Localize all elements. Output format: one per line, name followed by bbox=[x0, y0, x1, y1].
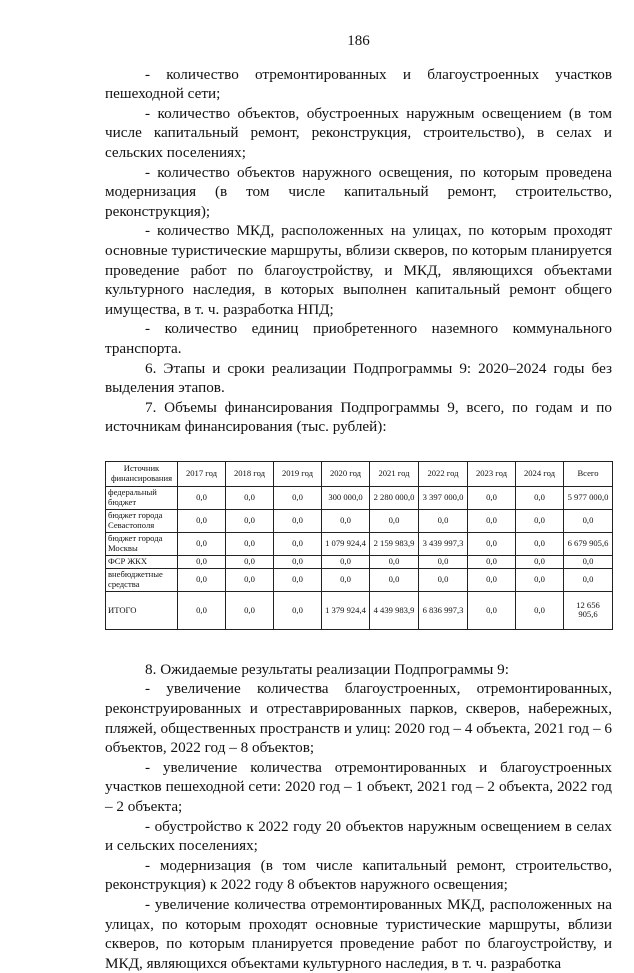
table-cell-source: внебюджетные средства bbox=[106, 568, 178, 591]
table-cell-value: 0,0 bbox=[226, 555, 274, 568]
result-parks: - увеличение количества благоустроенных, отремонтированных, реконструированных и отреставрированных парков, скверов, набережных, пляжей, общественных пространств и улиц: 2020 год – 4 объекта, 2021 год – 6 объектов, 2022 год – 8 объектов; bbox=[105, 680, 612, 757]
table-cell-value: 0,0 bbox=[468, 555, 516, 568]
table-cell-value: 0,0 bbox=[274, 509, 322, 532]
table-cell-value: 0,0 bbox=[322, 568, 370, 591]
table-cell-value: 0,0 bbox=[516, 555, 564, 568]
table-cell-source: бюджет города Севастополя bbox=[106, 509, 178, 532]
page-number: 186 bbox=[347, 33, 370, 49]
table-cell-value: 2 280 000,0 bbox=[370, 486, 419, 509]
table-row bbox=[106, 486, 613, 509]
header-2021: 2021 год bbox=[370, 461, 419, 486]
table-cell-value: 0,0 bbox=[178, 486, 226, 509]
table-row bbox=[106, 591, 613, 629]
header-total: Всего bbox=[564, 461, 613, 486]
table-cell-value: 0,0 bbox=[226, 591, 274, 629]
table-cell-value: 0,0 bbox=[370, 555, 419, 568]
funding-table bbox=[105, 461, 613, 630]
table-cell-value: 0,0 bbox=[564, 555, 613, 568]
table-cell-value: 0,0 bbox=[516, 509, 564, 532]
table-cell-value: 6 679 905,6 bbox=[564, 532, 613, 555]
table-cell-value: 5 977 000,0 bbox=[564, 486, 613, 509]
table-cell-value: 12 656 905,6 bbox=[564, 591, 613, 629]
table-cell-source: федеральный бюджет bbox=[106, 486, 178, 509]
header-2020: 2020 год bbox=[322, 461, 370, 486]
table-cell-value: 0,0 bbox=[274, 555, 322, 568]
table-row bbox=[106, 509, 613, 532]
table-header-row bbox=[106, 461, 613, 486]
table-cell-source: ФСР ЖКХ bbox=[106, 555, 178, 568]
header-2019: 2019 год bbox=[274, 461, 322, 486]
table-cell-value: 0,0 bbox=[516, 532, 564, 555]
table-cell-value: 0,0 bbox=[178, 509, 226, 532]
table-cell-source: бюджет города Москвы bbox=[106, 532, 178, 555]
list-item-lighting-objects: - количество объектов, обустроенных наружным освещением (в том числе капитальный ремонт, реконструкция, строительство), в селах и сельских поселениях; bbox=[105, 104, 612, 161]
table-cell-value: 0,0 bbox=[322, 555, 370, 568]
table-cell-value: 0,0 bbox=[370, 568, 419, 591]
header-2023: 2023 год bbox=[468, 461, 516, 486]
table-cell-value: 3 439 997,3 bbox=[419, 532, 468, 555]
table-cell-value: 0,0 bbox=[516, 486, 564, 509]
table-cell-value: 0,0 bbox=[468, 568, 516, 591]
list-item-mkd-count: - количество МКД, расположенных на улицах, по которым проходят основные туристические маршруты, вблизи скверов, по которым планируется проведение работ по благоустройству, и МКД, являющихся объектами культурного наследия, в которых выполнен капитальный ремонт общего имущества, в т. ч. разработка НПД; bbox=[105, 222, 612, 318]
table-cell-value: 0,0 bbox=[468, 532, 516, 555]
table-cell-value: 0,0 bbox=[226, 568, 274, 591]
list-item-pedestrian-sections: - количество отремонтированных и благоустроенных участков пешеходной сети; bbox=[105, 65, 612, 103]
list-item-transport-units: - количество единиц приобретенного наземного коммунального транспорта. bbox=[105, 320, 612, 357]
result-mkd: - увеличение количества отремонтированных МКД, расположенных на улицах, по которым проходят основные туристические маршруты, вблизи скверов, по которым планируется проведение работ по благоустройству, и МКД, являющихся объектами культурного наследия, в т. ч. разработка bbox=[105, 896, 612, 972]
table-cell-value: 0,0 bbox=[226, 532, 274, 555]
table-cell-value: 0,0 bbox=[274, 591, 322, 629]
table-cell-value: 0,0 bbox=[468, 591, 516, 629]
header-2024: 2024 год bbox=[516, 461, 564, 486]
table-cell-value: 0,0 bbox=[419, 509, 468, 532]
table-row bbox=[106, 568, 613, 591]
table-cell-value: 0,0 bbox=[178, 532, 226, 555]
table-cell-value: 6 836 997,3 bbox=[419, 591, 468, 629]
table-cell-value: 300 000,0 bbox=[322, 486, 370, 509]
header-2018: 2018 год bbox=[226, 461, 274, 486]
table-cell-value: 0,0 bbox=[274, 486, 322, 509]
table-cell-value: 0,0 bbox=[274, 532, 322, 555]
table-cell-value: 0,0 bbox=[419, 555, 468, 568]
table-cell-value: 0,0 bbox=[468, 486, 516, 509]
table-cell-value: 0,0 bbox=[564, 568, 613, 591]
table-row bbox=[106, 532, 613, 555]
table-cell-value: 1 079 924,4 bbox=[322, 532, 370, 555]
table-body bbox=[106, 486, 613, 629]
table-row bbox=[106, 555, 613, 568]
table-cell-value: 2 159 983,9 bbox=[370, 532, 419, 555]
table-cell-value: 3 397 000,0 bbox=[419, 486, 468, 509]
table-cell-value: 0,0 bbox=[226, 509, 274, 532]
table-cell-value: 0,0 bbox=[516, 591, 564, 629]
header-2017: 2017 год bbox=[178, 461, 226, 486]
result-modernization: - модернизация (в том числе капитальный ремонт, строительство, реконструкция) к 2022 году 8 объектов наружного освещения; bbox=[105, 856, 612, 894]
top-text-block bbox=[105, 65, 612, 437]
table-cell-value: 0,0 bbox=[370, 509, 419, 532]
section-8-results: 8. Ожидаемые результаты реализации Подпрограммы 9: bbox=[145, 660, 509, 678]
table-cell-value: 0,0 bbox=[468, 509, 516, 532]
table-cell-value: 0,0 bbox=[516, 568, 564, 591]
table-cell-value: 0,0 bbox=[419, 568, 468, 591]
table-cell-value: 1 379 924,4 bbox=[322, 591, 370, 629]
table-cell-value: 0,0 bbox=[322, 509, 370, 532]
table-cell-value: 0,0 bbox=[178, 568, 226, 591]
bottom-text-block bbox=[105, 660, 612, 973]
result-lighting: - обустройство к 2022 году 20 объектов наружным освещением в селах и сельских поселениях; bbox=[105, 817, 612, 855]
list-item-lighting-modernization: - количество объектов наружного освещения, по которым проведена модернизация (в том числе капитальный ремонт, строительство, реконструкция); bbox=[105, 163, 612, 220]
header-source: Источник финансирования bbox=[106, 461, 178, 486]
section-6-stages: 6. Этапы и сроки реализации Подпрограммы 9: 2020–2024 годы без выделения этапов. bbox=[105, 359, 612, 397]
table-cell-value: 0,0 bbox=[226, 486, 274, 509]
result-pedestrian: - увеличение количества отремонтированных и благоустроенных участков пешеходной сети: 2020 год – 1 объект, 2021 год – 2 объекта, 2022 год – 2 объекта; bbox=[105, 758, 612, 816]
table-cell-value: 0,0 bbox=[274, 568, 322, 591]
table-cell-value: 0,0 bbox=[564, 509, 613, 532]
header-2022: 2022 год bbox=[419, 461, 468, 486]
section-7-funding: 7. Объемы финансирования Подпрограммы 9, всего, по годам и по источникам финансирования (тыс. рублей): bbox=[105, 398, 612, 436]
table-cell-value: 0,0 bbox=[178, 591, 226, 629]
table-cell-value: 0,0 bbox=[178, 555, 226, 568]
table-cell-value: 4 439 983,9 bbox=[370, 591, 419, 629]
table-cell-source: ИТОГО bbox=[106, 591, 178, 629]
funding-table-wrap bbox=[105, 461, 612, 630]
